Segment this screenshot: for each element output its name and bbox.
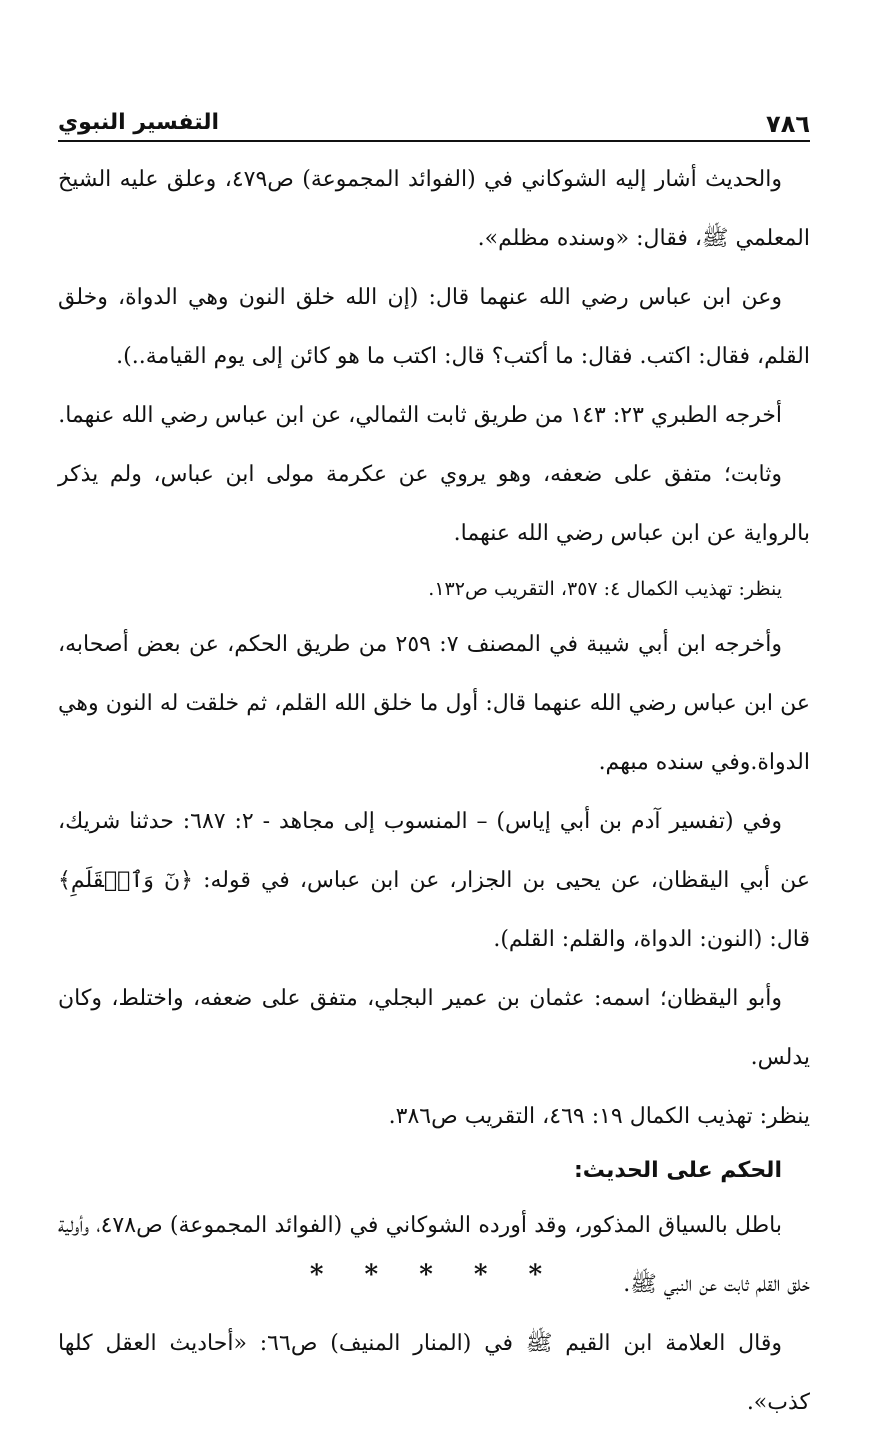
running-title: التفسير النبوي bbox=[58, 110, 220, 135]
paragraph: وقال العلامة ابن القيم ﷺ في (المنار المنيف) ص٦٦: «أحاديث العقل كلها كذب». bbox=[58, 1331, 810, 1415]
paragraph: أخرجه الطبري ٢٣: ١٤٣ من طريق ثابت الثمالي، عن ابن عباس رضي الله عنهما. bbox=[58, 403, 782, 428]
page-body bbox=[58, 150, 810, 1432]
paragraph: وأبو اليقظان؛ اسمه: عثمان بن عمير البجلي، متفق على ضعفه، واختلط، وكان يدلس. bbox=[58, 986, 810, 1070]
section-divider: * * * * * bbox=[309, 1260, 559, 1290]
paragraph: وأخرجه ابن أبي شيبة في المصنف ٧: ٢٥٩ من طريق الحكم، عن بعض أصحابه، عن ابن عباس رضي الله عنهما قال: أول ما خلق الله القلم، ثم خلقت له النون وهي الدواة.وفي سنده مبهم. bbox=[58, 632, 810, 775]
paragraph: باطل بالسياق المذكور، وقد أورده الشوكاني في (الفوائد المجموعة) ص٤٧٨، وأولية خلق القلم ثابت عن النبي ﷺ. bbox=[58, 1213, 810, 1297]
paragraph: والحديث أشار إليه الشوكاني في (الفوائد المجموعة) ص٤٧٩، وعلق عليه الشيخ المعلمي ﷺ، فقال: «وسنده مظلم». bbox=[58, 167, 810, 251]
page-header bbox=[58, 110, 810, 138]
paragraph: وعن ابن عباس رضي الله عنهما قال: (إن الله خلق النون وهي الدواة، وخلق القلم، فقال: اكتب. فقال: ما أكتب؟ قال: اكتب ما هو كائن إلى يوم القيامة..). bbox=[58, 285, 810, 369]
section-heading: الحكم على الحديث: bbox=[573, 1158, 782, 1183]
paragraph: وثابت؛ متفق على ضعفه، وهو يروي عن عكرمة مولى ابن عباس، ولم يذكر بالرواية عن ابن عباس رضي الله عنهما. bbox=[58, 462, 810, 546]
reference-note: ينظر: تهذيب الكمال ١٩: ٤٦٩، التقريب ص٣٨٦. bbox=[388, 1104, 810, 1129]
paragraph: وفي (تفسير آدم بن أبي إياس) – المنسوب إلى مجاهد - ٢: ٦٨٧: حدثنا شريك، عن أبي اليقظان، عن يحيى بن الجزار، عن ابن عباس، في قوله: ﴿نٓ وَٱلۡقَلَمِ﴾ قال: (النون: الدواة، والقلم: القلم). bbox=[58, 809, 810, 952]
page-number: ٧٨٦ bbox=[766, 110, 810, 138]
reference-note: ينظر: تهذيب الكمال ٤: ٣٥٧، التقريب ص١٣٢. bbox=[428, 578, 782, 600]
book-page bbox=[58, 100, 810, 1415]
header-rule bbox=[58, 140, 810, 142]
